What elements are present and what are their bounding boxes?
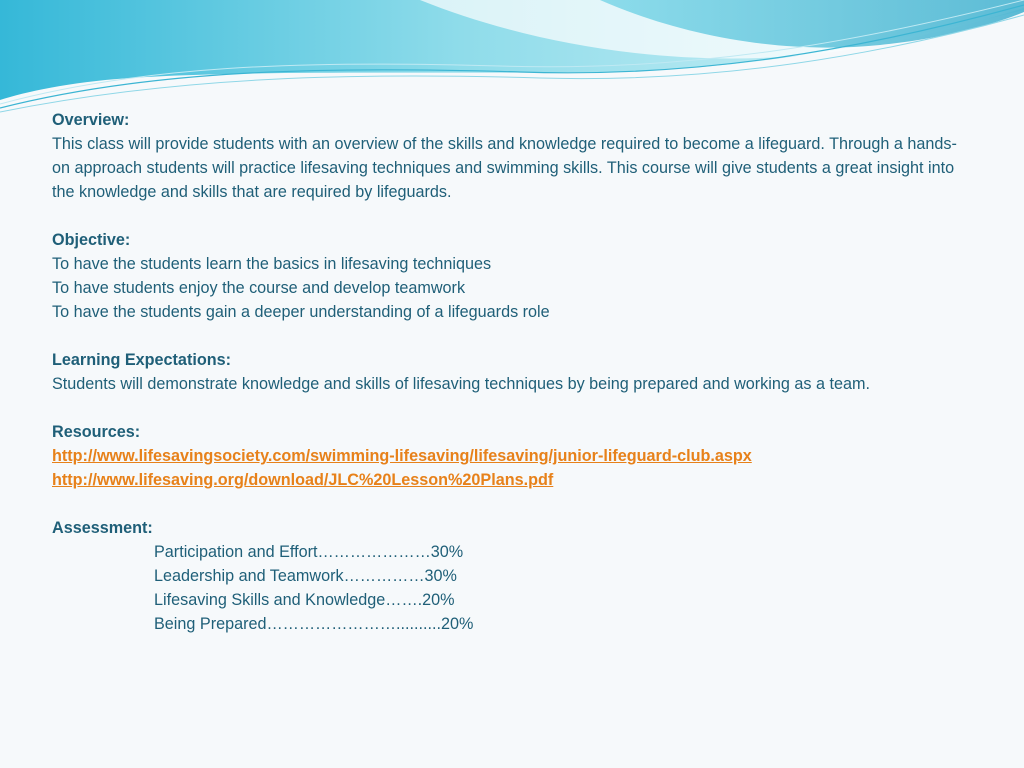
overview-section	[52, 108, 972, 204]
overview-heading: Overview:	[52, 111, 130, 129]
assessment-item: Leadership and Teamwork……………30%	[154, 567, 457, 585]
objective-heading: Objective:	[52, 231, 131, 249]
objective-item: To have students enjoy the course and develop teamwork	[52, 279, 466, 297]
resources-section	[52, 420, 972, 492]
resource-link-lifesaving-society[interactable]: http://www.lifesavingsociety.com/swimming-lifesaving/lifesaving/junior-lifeguard-club.aspx	[52, 447, 752, 465]
assessment-item: Lifesaving Skills and Knowledge…….20%	[154, 591, 455, 609]
resource-link-lesson-plans-pdf[interactable]: http://www.lifesaving.org/download/JLC%20Lesson%20Plans.pdf	[52, 471, 554, 489]
learning-expectations-section	[52, 348, 972, 396]
assessment-heading: Assessment:	[52, 519, 153, 537]
objective-section	[52, 228, 972, 324]
resources-heading: Resources:	[52, 423, 141, 441]
overview-text: This class will provide students with an overview of the skills and knowledge required to become a lifeguard. Through a hands-on approach students will practice lifesaving techniques and swimming skills. This course will give students a great insight into the knowledge and skills that are required by lifeguards.	[52, 135, 957, 201]
objective-item: To have the students learn the basics in lifesaving techniques	[52, 255, 492, 273]
learning-expectations-heading: Learning Expectations:	[52, 351, 231, 369]
assessment-section	[52, 516, 972, 636]
slide-content	[52, 108, 972, 660]
objective-item: To have the students gain a deeper understanding of a lifeguards role	[52, 303, 550, 321]
wave-header-decoration	[0, 0, 1024, 125]
learning-expectations-text: Students will demonstrate knowledge and skills of lifesaving techniques by being prepared and working as a team.	[52, 375, 870, 393]
assessment-item: Participation and Effort…………………30%	[154, 543, 464, 561]
assessment-item: Being Prepared……………………..........20%	[154, 615, 474, 633]
